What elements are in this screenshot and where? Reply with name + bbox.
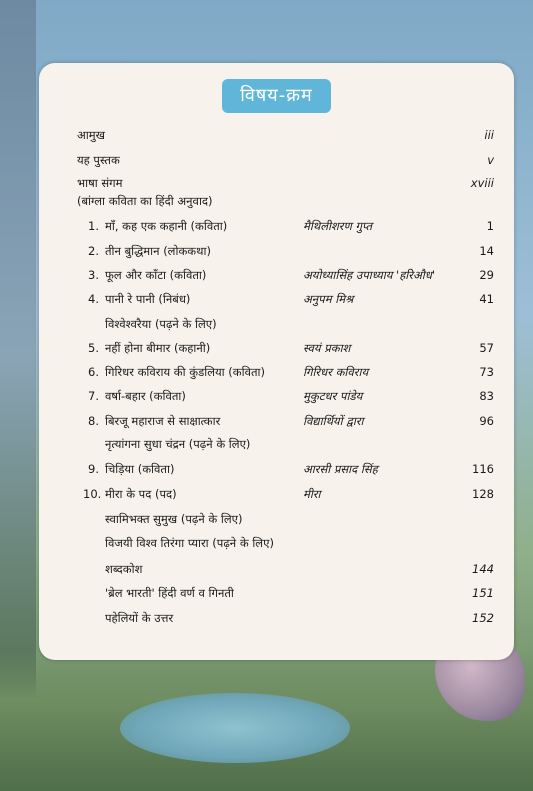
toc-number: 3.	[88, 268, 99, 282]
toc-page-number: 29	[479, 268, 494, 282]
toc-row	[39, 365, 514, 385]
toc-page-number: xviii	[470, 176, 494, 190]
toc-page-number: iii	[484, 128, 494, 142]
toc-author: मीरा	[303, 487, 321, 501]
toc-title: वर्षा-बहार (कविता)	[105, 389, 186, 403]
toc-title: तीन बुद्धिमान (लोककथा)	[105, 244, 211, 258]
toc-row	[39, 176, 514, 196]
page-title: विषय-क्रम	[222, 79, 331, 113]
toc-page-number: 151	[472, 586, 494, 600]
toc-title: माँ, कह एक कहानी (कविता)	[105, 219, 228, 233]
toc-page-number: 144	[472, 562, 494, 576]
toc-title: पहेलियों के उत्तर	[105, 611, 174, 625]
toc-number: 1.	[88, 219, 99, 233]
toc-row	[39, 462, 514, 482]
toc-title: भाषा संगम	[77, 176, 123, 190]
toc-number: 8.	[88, 414, 99, 428]
toc-number: 7.	[88, 389, 99, 403]
toc-title: मीरा के पद (पद)	[105, 487, 177, 501]
toc-row	[39, 128, 514, 148]
toc-row	[39, 586, 514, 606]
toc-row	[39, 487, 514, 507]
toc-row	[39, 317, 514, 337]
toc-page-number: 14	[479, 244, 494, 258]
toc-page-number: 73	[479, 365, 494, 379]
toc-author: विद्यार्थियों द्वारा	[303, 414, 364, 428]
toc-author: अयोध्यासिंह उपाध्याय 'हरिऔध'	[303, 268, 435, 282]
toc-row	[39, 194, 514, 214]
toc-title: फूल और काँटा (कविता)	[105, 268, 207, 282]
toc-page-number: 96	[479, 414, 494, 428]
toc-title: यह पुस्तक	[77, 153, 120, 167]
toc-page-number: 116	[472, 462, 494, 476]
toc-author: मैथिलीशरण गुप्त	[303, 219, 373, 233]
toc-title: (बांग्ला कविता का हिंदी अनुवाद)	[77, 194, 213, 208]
toc-page-number: 57	[479, 341, 494, 355]
toc-row	[39, 389, 514, 409]
toc-page-number: 83	[479, 389, 494, 403]
toc-title: 'ब्रेल भारती' हिंदी वर्ण व गिनती	[105, 586, 234, 600]
toc-page-number: 1	[486, 219, 494, 233]
toc-title: आमुख	[77, 128, 106, 142]
toc-row	[39, 414, 514, 434]
toc-number: 5.	[88, 341, 99, 355]
toc-number: 9.	[88, 462, 99, 476]
toc-title: बिरजू महाराज से साक्षात्कार	[105, 414, 221, 428]
toc-row	[39, 611, 514, 631]
toc-title: चिड़िया (कविता)	[105, 462, 175, 476]
contents-panel	[39, 63, 514, 660]
toc-row	[39, 292, 514, 312]
toc-number: 4.	[88, 292, 99, 306]
toc-page-number: 152	[472, 611, 494, 625]
toc-title: नहीं होना बीमार (कहानी)	[105, 341, 211, 355]
toc-row	[39, 268, 514, 288]
toc-page-number: 128	[472, 487, 494, 501]
toc-title: गिरिधर कविराय की कुंडलिया (कविता)	[105, 365, 266, 379]
toc-title: विश्वेश्वरैया (पढ़ने के लिए)	[105, 317, 217, 331]
toc-author: गिरिधर कविराय	[303, 365, 369, 379]
toc-title: नृत्यांगना सुधा चंद्रन (पढ़ने के लिए)	[105, 437, 251, 451]
toc-author: अनुपम मिश्र	[303, 292, 354, 306]
toc-title: शब्दकोश	[105, 562, 143, 576]
toc-row	[39, 219, 514, 239]
toc-row	[39, 512, 514, 532]
toc-row	[39, 153, 514, 173]
toc-row	[39, 437, 514, 457]
pond-illustration	[120, 693, 350, 763]
toc-title: पानी रे पानी (निबंध)	[105, 292, 191, 306]
toc-author: आरसी प्रसाद सिंह	[303, 462, 378, 476]
toc-row	[39, 562, 514, 582]
toc-title: विजयी विश्व तिरंगा प्यारा (पढ़ने के लिए)	[105, 536, 274, 550]
toc-page-number: 41	[479, 292, 494, 306]
toc-number: 6.	[88, 365, 99, 379]
table-of-contents	[39, 63, 514, 660]
toc-row	[39, 244, 514, 264]
toc-page-number: v	[487, 153, 494, 167]
toc-row	[39, 341, 514, 361]
toc-author: स्वयं प्रकाश	[303, 341, 351, 355]
toc-row	[39, 536, 514, 556]
toc-author: मुकुटधर पांडेय	[303, 389, 363, 403]
toc-number: 10.	[83, 487, 102, 501]
toc-number: 2.	[88, 244, 99, 258]
toc-title: स्वामिभक्त सुमुख (पढ़ने के लिए)	[105, 512, 243, 526]
